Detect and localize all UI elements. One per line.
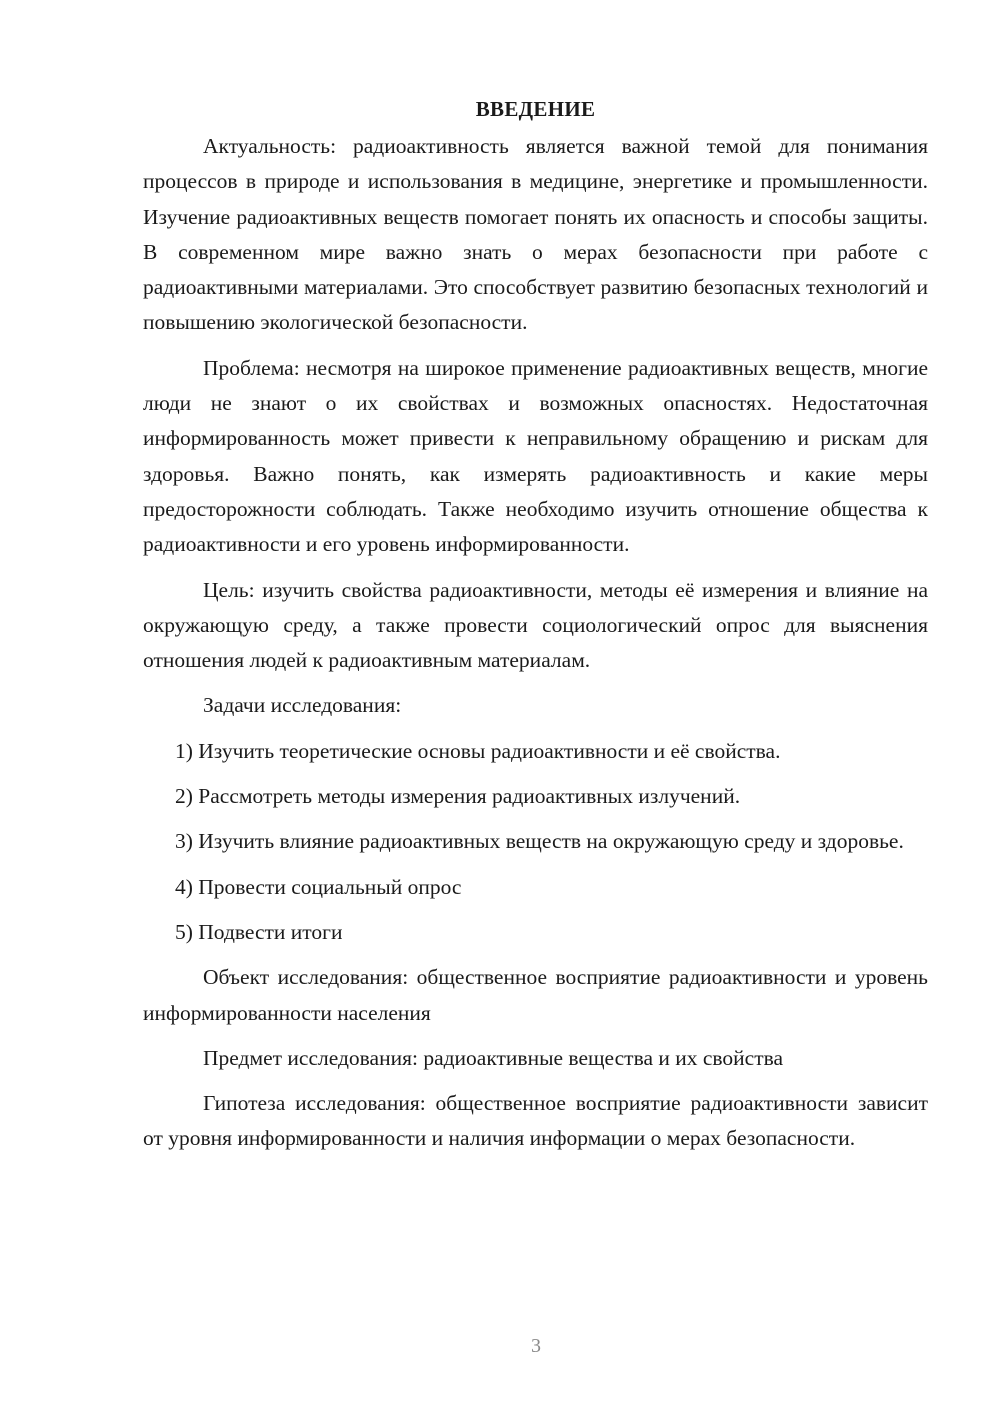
problem-paragraph: Проблема: несмотря на широкое применение радиоактивных веществ, многие люди не знают о их свойствах и возможных опасностях. Недостаточная информированность может привести к неправильному обращению и рискам для здоровья. Важно понять, как измерять радиоактивность и какие меры предосторожности соблюдать. Также необходимо изучить отношение общества к радиоактивности и его уровень информированности. [143, 355, 928, 557]
page-content [143, 92, 928, 1167]
object-paragraph: Объект исследования: общественное восприятие радиоактивности и уровень информированности населения [143, 965, 928, 1025]
page-number: 3 [531, 1335, 541, 1357]
task-item-5: 5) Подвести итоги [175, 919, 343, 944]
goal-paragraph: Цель: изучить свойства радиоактивности, методы её измерения и влияние на окружающую среду, а также провести социологический опрос для выяснения отношения людей к радиоактивным материалам. [143, 577, 928, 673]
task-item-1: 1) Изучить теоретические основы радиоактивности и её свойства. [175, 738, 781, 763]
task-item-4: 4) Провести социальный опрос [175, 874, 462, 899]
section-title: ВВЕДЕНИЕ [475, 97, 596, 121]
task-item-3: 3) Изучить влияние радиоактивных веществ на окружающую среду и здоровье. [175, 829, 904, 854]
subject-paragraph: Предмет исследования: радиоактивные вещества и их свойства [203, 1045, 784, 1070]
relevance-paragraph: Актуальность: радиоактивность является важной темой для понимания процессов в природе и использования в медицине, энергетике и промышленности. Изучение радиоактивных веществ помогает понять их опасность и способы защиты. В современном мире важно знать о мерах безопасности при работе с радиоактивными материалами. Это способствует развитию безопасных технологий и повышению экологической безопасности. [143, 134, 928, 335]
hypothesis-paragraph: Гипотеза исследования: общественное восприятие радиоактивности зависит от уровня информированности и наличия информации о мерах безопасности. [143, 1091, 928, 1151]
task-item-2: 2) Рассмотреть методы измерения радиоактивных излучений. [175, 784, 741, 809]
tasks-heading: Задачи исследования: [203, 693, 402, 718]
